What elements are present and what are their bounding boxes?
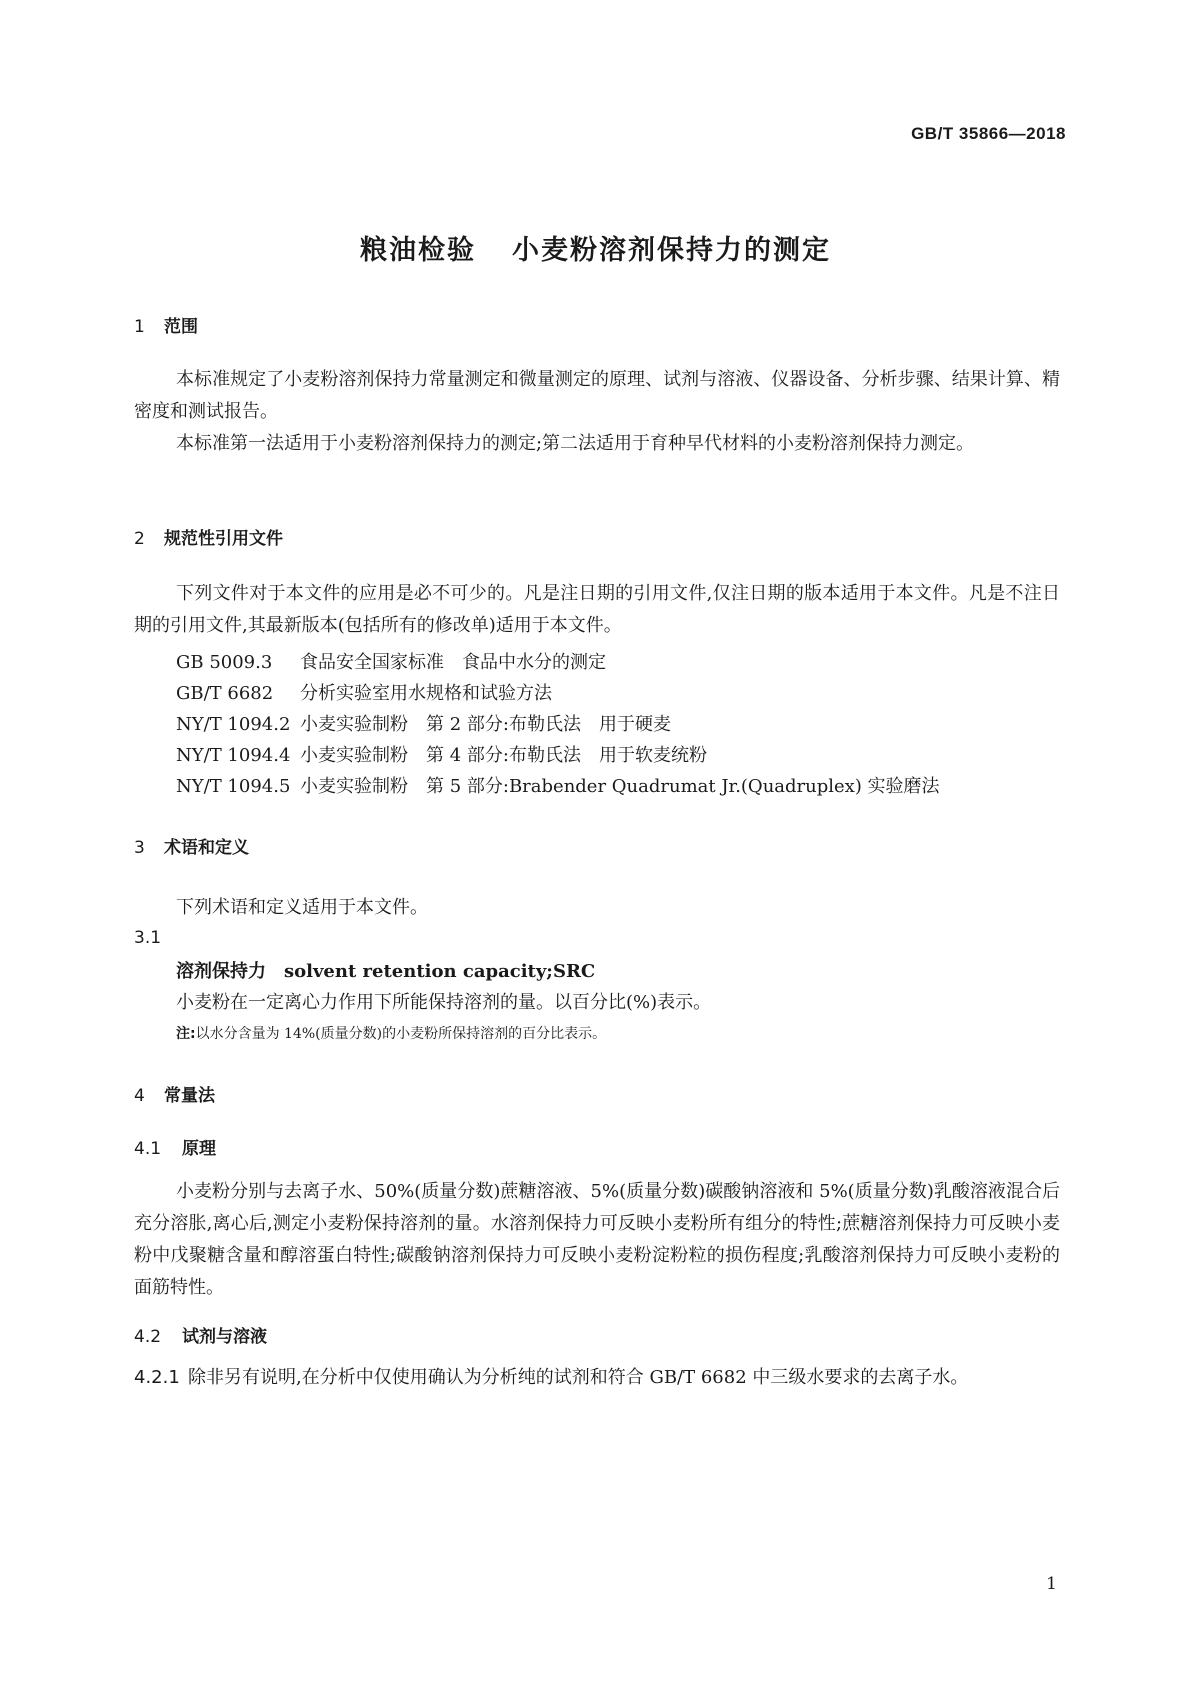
document-title	[0, 228, 1191, 267]
section-4-2-heading: 4.2 试剂与溶液	[134, 1327, 267, 1347]
standard-code: GB/T 35866—2018	[911, 124, 1066, 143]
note-label: 注:	[176, 1026, 196, 1042]
section-1-heading: 1 范围	[134, 317, 198, 337]
term-english: solvent retention capacity;SRC	[284, 961, 596, 982]
reference-item: GB/T 6682 分析实验室用水规格和试验方法	[176, 683, 552, 704]
page-number: 1	[1046, 1574, 1057, 1594]
reference-item: GB 5009.3 食品安全国家标准 食品中水分的测定	[176, 652, 606, 673]
section-4-1-heading: 4.1 原理	[134, 1139, 216, 1159]
section-1-paragraph-1: 本标准规定了小麦粉溶剂保持力常量测定和微量测定的原理、试剂与溶液、仪器设备、分析步骤、结果计算、精密度和测试报告。	[134, 369, 1060, 422]
term-note	[176, 1023, 606, 1043]
section-2-heading: 2 规范性引用文件	[134, 529, 283, 549]
section-4-heading: 4 常量法	[134, 1086, 215, 1106]
section-4-2-1-paragraph	[134, 1362, 1060, 1394]
section-3-intro: 下列术语和定义适用于本文件。	[176, 897, 428, 918]
term-heading	[176, 957, 595, 983]
term-definition: 小麦粉在一定离心力作用下所能保持溶剂的量。以百分比(%)表示。	[176, 992, 712, 1013]
note-text: 以水分含量为 14%(质量分数)的小麦粉所保持溶剂的百分比表示。	[195, 1026, 607, 1042]
term-number: 3.1	[134, 928, 162, 948]
clause-text: 除非另有说明,在分析中仅使用确认为分析纯的试剂和符合 GB/T 6682 中三级水要求的去离子水。	[188, 1367, 969, 1388]
term-chinese: 溶剂保持力	[176, 961, 266, 982]
section-1-paragraph-2: 本标准第一法适用于小麦粉溶剂保持力的测定;第二法适用于育种早代材料的小麦粉溶剂保持力测定。	[176, 433, 975, 454]
section-4-1-paragraph: 小麦粉分别与去离子水、50%(质量分数)蔗糖溶液、5%(质量分数)碳酸钠溶液和 5%(质量分数)乳酸溶液混合后充分溶胀,离心后,测定小麦粉保持溶剂的量。水溶剂保持力可反映小麦粉所有组分的特性;蔗糖溶剂保持力可反映小麦粉中戊聚糖含量和醇溶蛋白特性;碳酸钠溶剂保持力可反映小麦粉淀粉粒的损伤程度;乳酸溶剂保持力可反映小麦粉的面筋特性。	[134, 1181, 1060, 1298]
reference-item: NY/T 1094.5 小麦实验制粉 第 5 部分:Brabender Quadrumat Jr.(Quadruplex) 实验磨法	[176, 776, 940, 797]
title-part-2: 小麦粉溶剂保持力的测定	[512, 235, 831, 266]
section-2-paragraph-1: 下列文件对于本文件的应用是必不可少的。凡是注日期的引用文件,仅注日期的版本适用于本文件。凡是不注日期的引用文件,其最新版本(包括所有的修改单)适用于本文件。	[134, 583, 1060, 636]
reference-item: NY/T 1094.2 小麦实验制粉 第 2 部分:布勒氏法 用于硬麦	[176, 714, 671, 735]
section-3-heading: 3 术语和定义	[134, 838, 249, 858]
clause-number: 4.2.1	[134, 1367, 180, 1388]
reference-item: NY/T 1094.4 小麦实验制粉 第 4 部分:布勒氏法 用于软麦统粉	[176, 745, 707, 766]
title-part-1: 粮油检验	[360, 235, 476, 266]
